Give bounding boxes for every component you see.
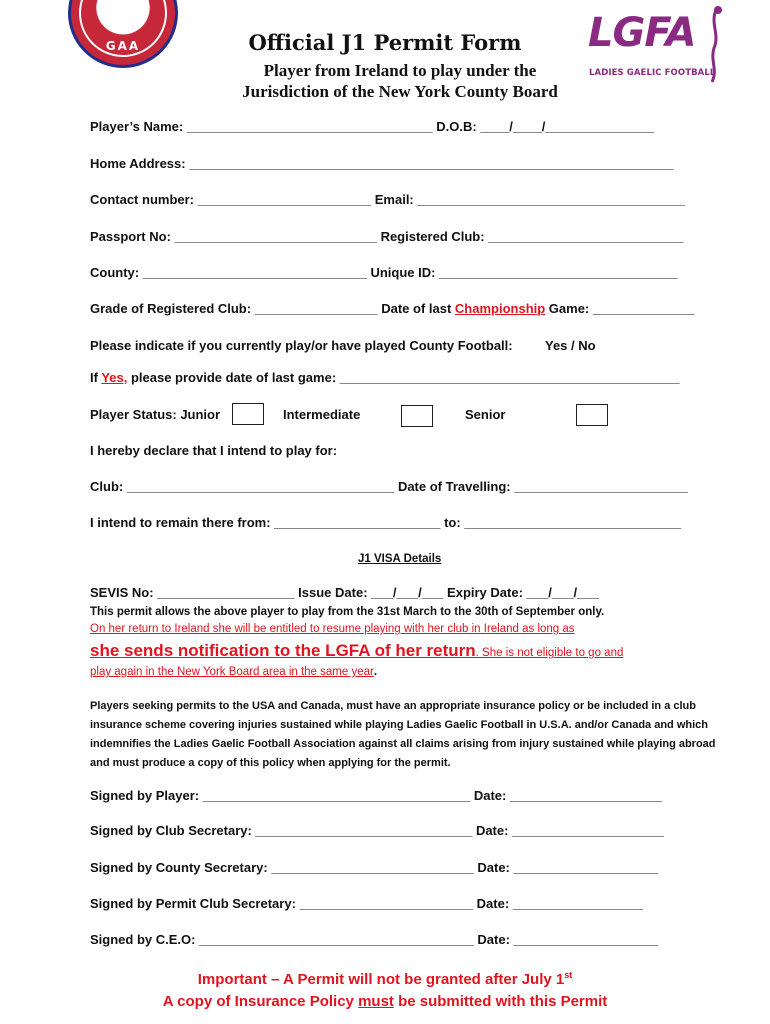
if-suffix: please provide date of last game: _______________________________________________ — [127, 370, 680, 385]
lgfa-logo-word: LGFA — [588, 10, 696, 56]
permit-period-text: This permit allows the above player to play from the 31st March to the 30th of September only. — [90, 606, 605, 618]
grade-prefix: Grade of Registered Club: _________________ Date of last — [90, 301, 455, 316]
grade-suffix: Game: ______________ — [545, 301, 695, 316]
declaration-text: I hereby declare that I intend to play for: — [90, 443, 338, 458]
insurance-note-must: must — [358, 993, 394, 1010]
player-status-label: Player Status: Junior — [90, 407, 221, 422]
senior-label: Senior — [465, 407, 506, 422]
gaa-logo-text: GAA — [105, 39, 141, 53]
contact-email-field[interactable]: Contact number: ________________________ Email: _____________________________________ — [90, 192, 685, 207]
club-travel-field[interactable]: Club: _____________________________________ Date of Travelling: ________________________ — [90, 479, 688, 494]
remain-dates-field[interactable]: I intend to remain there from: _______________________ to: ______________________________ — [90, 515, 682, 530]
home-address-field[interactable]: Home Address: ___________________________________________________________________ — [90, 156, 674, 171]
grade-championship-field[interactable] — [90, 301, 694, 316]
notification-rest: . She is not eligible to go and — [475, 647, 624, 659]
ceo-signature-field[interactable]: Signed by C.E.O: ______________________________________ Date: ____________________ — [90, 932, 659, 947]
passport-club-field[interactable]: Passport No: ____________________________ Registered Club: ___________________________ — [90, 229, 684, 244]
yes-label: Yes, — [101, 370, 128, 385]
insurance-note-prefix: A copy of Insurance Policy — [162, 993, 359, 1010]
play-again-text — [90, 664, 377, 681]
county-secretary-signature-field[interactable]: Signed by County Secretary: ____________________________ Date: ____________________ — [90, 860, 659, 875]
players-name-dob-field[interactable]: Player’s Name: __________________________________ D.O.B: ____/____/_______________ — [90, 119, 654, 134]
last-game-date-field[interactable] — [90, 370, 680, 385]
play-again-line: play again in the New York Board area in the same year — [90, 666, 374, 678]
subtitle-line-1: Player from Ireland to play under the — [263, 61, 537, 80]
subtitle-line-2: Jurisdiction of the New York County Board — [242, 82, 558, 101]
visa-heading: J1 VISA Details — [358, 553, 442, 565]
county-football-question: Please indicate if you currently play/or have played County Football: — [90, 338, 513, 353]
player-signature-field[interactable]: Signed by Player: _____________________________________ Date: _____________________ — [90, 788, 662, 803]
notification-text — [90, 642, 623, 662]
intermediate-label: Intermediate — [283, 407, 361, 422]
insurance-paragraph: Players seeking permits to the USA and Canada, must have an appropriate insurance policy or be included in a club insurance scheme covering injuries sustained while playing Ladies Gaelic Football in U.S.A. and/or Canada and which indemnifies the Ladies Gaelic Football Association against all claims arising from injury sustained while playing abroad and must produce a copy of this policy when applying for the permit. — [90, 700, 716, 769]
yes-no-choice[interactable]: Yes / No — [545, 338, 596, 353]
important-note — [0, 970, 770, 988]
club-secretary-signature-field[interactable]: Signed by Club Secretary: ______________________________ Date: _____________________ — [90, 823, 664, 838]
important-note-text: Important – A Permit will not be granted after July 1 — [197, 971, 565, 988]
intermediate-checkbox[interactable] — [401, 405, 433, 427]
senior-checkbox[interactable] — [576, 404, 608, 426]
play-again-end: . — [373, 666, 378, 678]
form-subtitle — [200, 60, 600, 102]
county-unique-id-field[interactable]: County: _______________________________ Unique ID: _________________________________ — [90, 265, 678, 280]
notification-emphasis: she sends notification to the LGFA of her return — [90, 641, 476, 660]
championship-label: Championship — [454, 301, 546, 316]
junior-checkbox[interactable] — [232, 403, 264, 425]
sevis-field[interactable]: SEVIS No: ___________________ Issue Date: ___/___/___ Expiry Date: ___/___/___ — [90, 585, 599, 600]
return-line: On her return to Ireland she will be entitled to resume playing with her club in Ireland as long as — [90, 623, 575, 635]
insurance-note — [0, 993, 770, 1010]
permit-club-secretary-signature-field[interactable]: Signed by Permit Club Secretary: ________________________ Date: __________________ — [90, 896, 643, 911]
insurance-note-suffix: be submitted with this Permit — [393, 993, 608, 1010]
if-prefix: If — [90, 370, 102, 385]
important-note-sup: st — [564, 970, 573, 980]
form-title: Official J1 Permit Form — [248, 30, 522, 55]
return-text — [90, 621, 575, 638]
lgfa-logo-subtitle: LADIES GAELIC FOOTBALL — [589, 68, 716, 78]
